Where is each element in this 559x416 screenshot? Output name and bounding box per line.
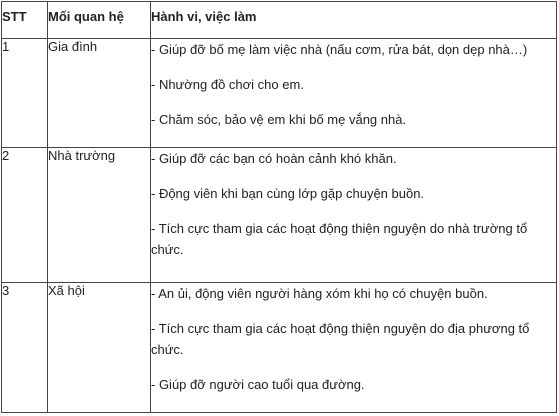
row-relationship: Gia đình (48, 39, 151, 148)
row-actions (151, 39, 557, 148)
row-relationship: Nhà trường (48, 148, 151, 282)
header-actions: Hành vi, việc làm (151, 2, 557, 39)
header-relationship: Mối quan hệ (48, 2, 151, 39)
action-item: - Giúp đỡ người cao tuổi qua đường. (151, 376, 365, 392)
relationship-actions-table (1, 1, 557, 413)
action-item: - Giúp đỡ các bạn có hoàn cảnh khó khăn. (151, 151, 397, 167)
row-actions (151, 148, 557, 282)
row-stt: 2 (2, 148, 48, 282)
table-header-row (2, 2, 557, 39)
row-relationship: Xã hội (48, 282, 151, 412)
action-item: - Nhường đồ chơi cho em. (151, 77, 304, 93)
table-row (2, 282, 557, 412)
row-stt: 1 (2, 39, 48, 148)
action-item: - Chăm sóc, bảo vệ em khi bố mẹ vắng nhà. (151, 112, 407, 128)
row-stt: 3 (2, 282, 48, 412)
action-item: - An ủi, động viên người hàng xóm khi họ có chuyện buồn. (151, 285, 488, 301)
action-item: - Tích cực tham gia các hoạt động thiện nguyện do nhà trường tổ chức. (151, 221, 528, 258)
action-item: - Giúp đỡ bố mẹ làm việc nhà (nấu cơm, rửa bát, dọn dẹp nhà…) (151, 42, 528, 58)
table-row (2, 39, 557, 148)
header-stt: STT (2, 2, 48, 39)
row-actions (151, 282, 557, 412)
action-item: - Động viên khi bạn cùng lớp gặp chuyện buồn. (151, 186, 425, 202)
action-item: - Tích cực tham gia các hoạt động thiện nguyện do địa phương tổ chức. (151, 320, 530, 357)
table-row (2, 148, 557, 282)
